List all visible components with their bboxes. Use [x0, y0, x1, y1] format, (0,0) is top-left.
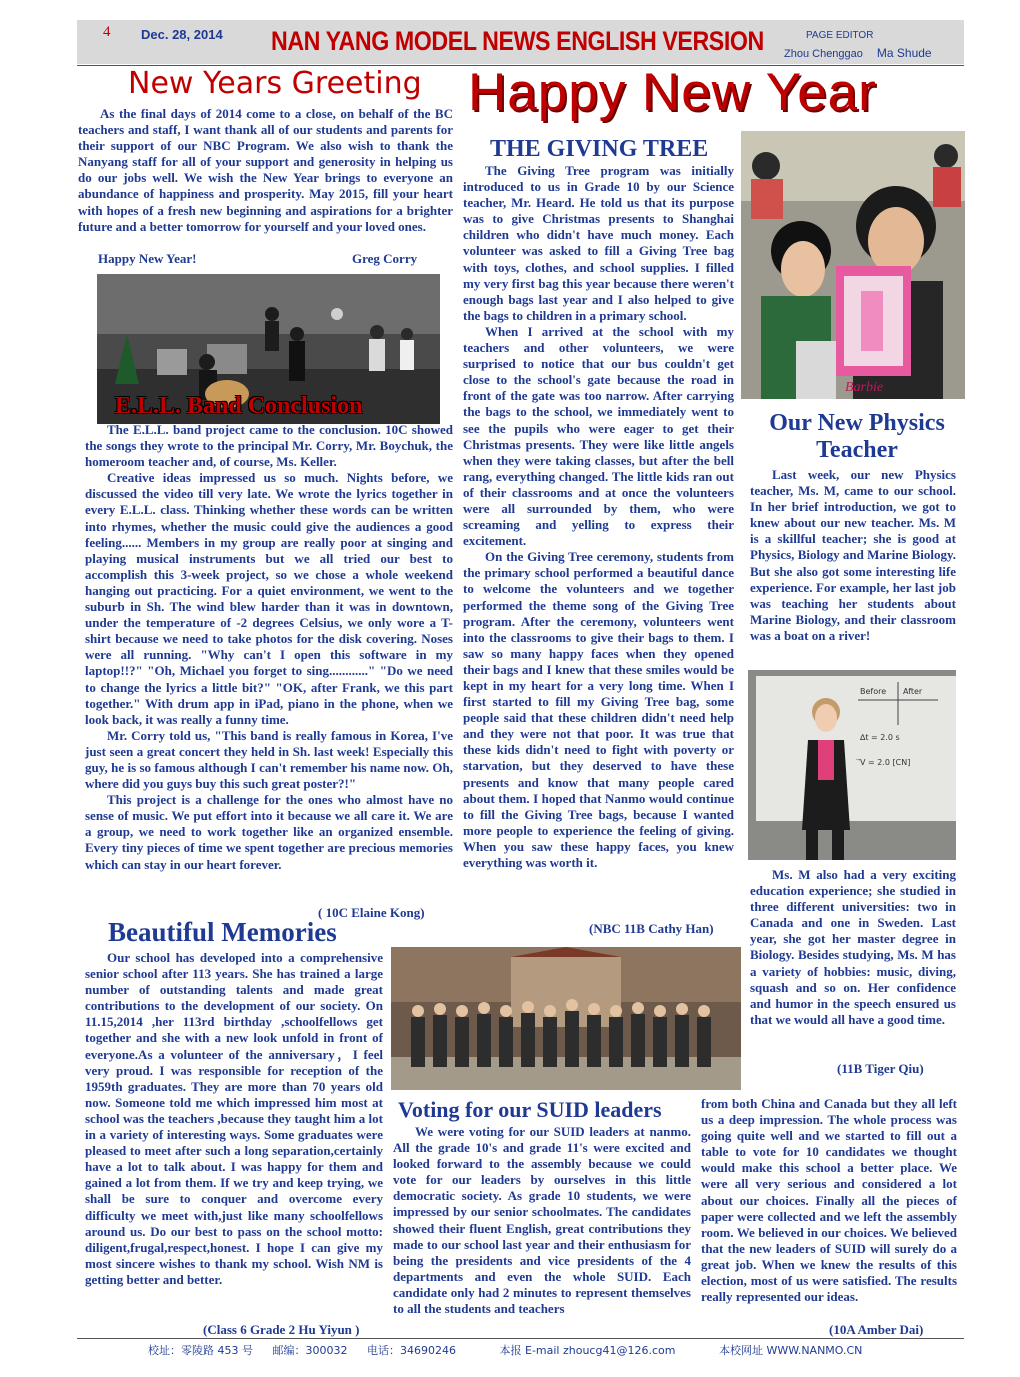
physics-title: Our New Physics Teacher [769, 410, 945, 463]
giving-tree-photo [741, 131, 965, 399]
doll-box-logo: Barbie [845, 380, 884, 395]
greeting-body [78, 106, 453, 235]
greeting-closing: Happy New Year! [98, 251, 197, 266]
board-after-label: After [903, 687, 923, 696]
voting-paragraph: from both China and Canada but they all left us a deep impression. The whole process was going quite well and we started to fill out a table to vote for 10 candidates we thought would make this school a better place. We were all very serious and considered a lot about our choices. Finally all the pieces of paper were collected and we left the assembly room. We believed in our choices. We believed that the new leaders of SUID will surely do a great job. When we knew the results of this election, most of us were satisfied. The results really represented our ideas. [701, 1096, 957, 1305]
greeting-title: New Years Greeting [128, 66, 422, 101]
footer [148, 1342, 878, 1358]
physics-article-bottom [750, 867, 956, 1028]
physics-paragraph: Ms. M also had a very exciting education experience; she studied in three different universities: two in Canada and one in Sweden. Last year, she got her master degree in Biology. Besides studying, Ms. M has a variety of hobbies: music, diving, squash and so on. Her confidence and humor in the speech ensured us that we would all have a good time. [750, 867, 956, 1027]
footer-address: 校址：零陵路 453 号 [148, 1344, 253, 1357]
band-paragraph: This project is a challenge for the ones who almost have no sense of music. We put effort into it because we all care it. We are a group, we need to work together like an organized ensemble. Every tiny pieces of time we spent together are precious memories which can stay in our heart forever. [85, 792, 453, 872]
voting-title: Voting for our SUID leaders [398, 1097, 662, 1122]
memories-paragraph: Our school has developed into a comprehensive senior school after 113 years. She has trained a large number of outstanding talents and made great contributions to the development of our society. On 11.15,2014 ,her 113rd birthday ,schoolfellows get together and she with a new look unfold in front of everyone.As a volunteer of the anniversary，I feel very proud. I was responsible for reception of the 1959th graduates. They are more than 70 years old now. Someone told me which impressed him most at school was the teachers ,because they taught him a lot in a variety of interesting ways. Some graduates were pleased to meet after such a long separation,certainly have a lot to talk about. I was happy for them and gained a lot from them. If we try and keep trying, we shall be sure to conquer and overcome every difficulty we meet with,just like many schoolfellows around us. Do our best to pass on the school motto: diligent,frugal,respect,honest. I hope I can give my most sincere wishes to thank my school. Wish NM is getting better and better. [85, 950, 383, 1287]
board-equation: ∆t = 2.0 s [860, 733, 900, 742]
giving-tree-paragraph: The Giving Tree program was initially introduced to us in Grade 10 by our Science teacher, Mr. Heard. He told us that its purpose was to give Christmas presents to Shanghai children who didn't have much money. Each volunteer was asked to fill a Giving Tree bag with toys, clothes, and school supplies. I filled my very first bag this year because there weren't enough bags last year and I also helped to give the bags to children in a primary school. [463, 163, 734, 323]
band-byline: ( 10C Elaine Kong) [318, 905, 425, 920]
group-photo [391, 947, 741, 1090]
voting-article-col1 [393, 1124, 691, 1317]
masthead: NAN YANG MODEL NEWS ENGLISH VERSION [271, 26, 764, 56]
band-paragraph: Mr. Corry told us, "This band is really famous in Korea, I've just seen a great concert they held in Sh. last week! Especially this guy, he is so famous although I can't remember his name now. Oh, where did you guys buy this such great poster?!" [85, 727, 453, 792]
footer-email: 本报 E-mail zhoucg41@126.com [499, 1344, 676, 1357]
giving-tree-paragraph: On the Giving Tree ceremony, students from the primary school performed a beautiful dance to welcome the volunteers and we together performed the theme song of the Giving Tree program. After the ceremony, volunteers went into the classrooms to give their bags to them. I saw so many happy faces when they opened their bags and I knew that these smiles would be kept in my heart for a very long time. When I first started to fill my Giving Tree bag, some people said that these children didn't need help and they were not that poor. It was true that these kids didn't need to fight with poverty or starvation, but they deserved to have these presents and know that many people cared about them. I hoped that Nanmo would continue to fill the Giving Tree bags, because I wanted more people to experience the feeling of giving. When you saw these happy faces, you knew everything was worth it. [463, 549, 734, 871]
greeting-paragraph: As the final days of 2014 come to a close, on behalf of the BC teachers and staff, I want thank all of our students and parents for their support of our NBC Program. We also wish to thank the Nanyang staff for all of your support and generosity in helping us do our jobs well. We wish the New Year brings to everyone an abundance of happiness and prosperity. May 2015, fill your heart with hopes of a fresh new beginning and aspirations for a brighter future and a better tomorrow for yourself and your loved ones. [78, 106, 453, 234]
giving-tree-byline: (NBC 11B Cathy Han) [589, 921, 714, 936]
voting-paragraph: We were voting for our SUID leaders at nanmo. All the grade 10's and grade 11's were excited and looked forward to the assembly because we could vote for our leaders by ourselves in this little democratic society. As grade 10 students, we were impressed by our senior schoolmates. The candidates showed their fluent English, great contributions they made to our school last year and their enthusiasm for being the presidents and vice presidents of the 4 departments and even the whole SUID. Each candidate only had 2 minutes to represent themselves to all the students and teachers [393, 1124, 691, 1317]
board-equation: ⃗V = 2.0 [CN] [860, 758, 911, 767]
editor-name: Ma Shude [876, 46, 932, 60]
memories-title: Beautiful Memories [108, 917, 337, 947]
page-number: 4 [103, 24, 111, 40]
voting-article-col2 [701, 1096, 957, 1305]
physics-byline: (11B Tiger Qiu) [837, 1061, 924, 1076]
group-photo-image [391, 947, 741, 1090]
memories-article [85, 950, 383, 1288]
footer-divider [77, 1338, 964, 1339]
giving-tree-title: THE GIVING TREE [490, 136, 709, 162]
voting-byline: (10A Amber Dai) [829, 1322, 924, 1337]
footer-postcode: 邮编：300032 [272, 1344, 348, 1357]
physics-article-top [750, 467, 956, 644]
footer-phone: 电话：34690246 [367, 1344, 456, 1357]
band-paragraph: Creative ideas impressed us so much. Nights before, we discussed the video till very late. We wrote the lyrics together in every E.L.L. class. Thinking whether these words can be written into rhymes, whether the music could give the audiences a good feeling...... Members in my group are really poor at singing and playing musical instruments but we all tried our best to accomplish this 3-week project, so we chose a whole weekend hanging out practicing. For a quiet environment, we went to the suburb in Sh. The wind blew harder than it was in downtown, under the temperature of -2 degrees Celsius, we only wore a T-shirt because we need to take photos for the disk covering. Noses were all running. "Why can't I open this software in my laptop!!?" "Oh, Michael you forget to sing............" "Do we need to change the lyrics a little bit?" "OK, after Frank, we this part together." With drum app in iPad, piano in the phone, when we look back, it was really a funny time. [85, 470, 453, 727]
band-article [85, 422, 453, 873]
board-before-label: Before [860, 687, 887, 696]
memories-byline: (Class 6 Grade 2 Hu Yiyun ) [203, 1322, 360, 1337]
giving-tree-article [463, 163, 734, 871]
page-editors [784, 46, 932, 60]
footer-website: 本校网址 WWW.NANMO.CN [718, 1344, 863, 1357]
band-paragraph: The E.L.L. band project came to the conclusion. 10C showed the songs they wrote to the principal Mr. Corry, Mr. Boychuk, the homeroom teacher and, of course, Ms. Keller. [85, 422, 453, 470]
giving-tree-photo-image [741, 131, 965, 399]
physics-paragraph: Last week, our new Physics teacher, Ms. M, came to our school. In her brief introduction, we got to knew about our new teacher. Ms. M is a skillful teacher; she is good at Physics, Biology and Marine Biology. But she also got some interesting life experience. For example, her last job was teaching her students about Marine Biology, and their classroom was a boat on a river! [750, 467, 956, 643]
issue-date: Dec. 28, 2014 [141, 27, 223, 42]
happy-new-year-banner: Happy New Year [468, 63, 877, 122]
giving-tree-paragraph: When I arrived at the school with my teachers and other volunteers, we were surprised to notice that our bus couldn't get close to the school's gate because the road in front of the gate was too narrow. After carrying the bags to the school, we immediately went to see the pupils who were eager to get their Christmas presents. They were like little angels when they were taking classes, but after the bell rang, everything changed. The little kids ran out of their classrooms and at once the volunteers were all surrounded by them, who were screaming and yelling to express their excitement. [463, 323, 734, 549]
page-editor-label: PAGE EDITOR [806, 30, 874, 41]
greeting-author: Greg Corry [352, 251, 418, 266]
editor-name: Zhou Chenggao [784, 48, 863, 60]
physics-teacher-photo-image [748, 670, 956, 860]
band-title: E.L.L. Band Conclusion [115, 393, 363, 419]
physics-teacher-photo [748, 670, 956, 860]
